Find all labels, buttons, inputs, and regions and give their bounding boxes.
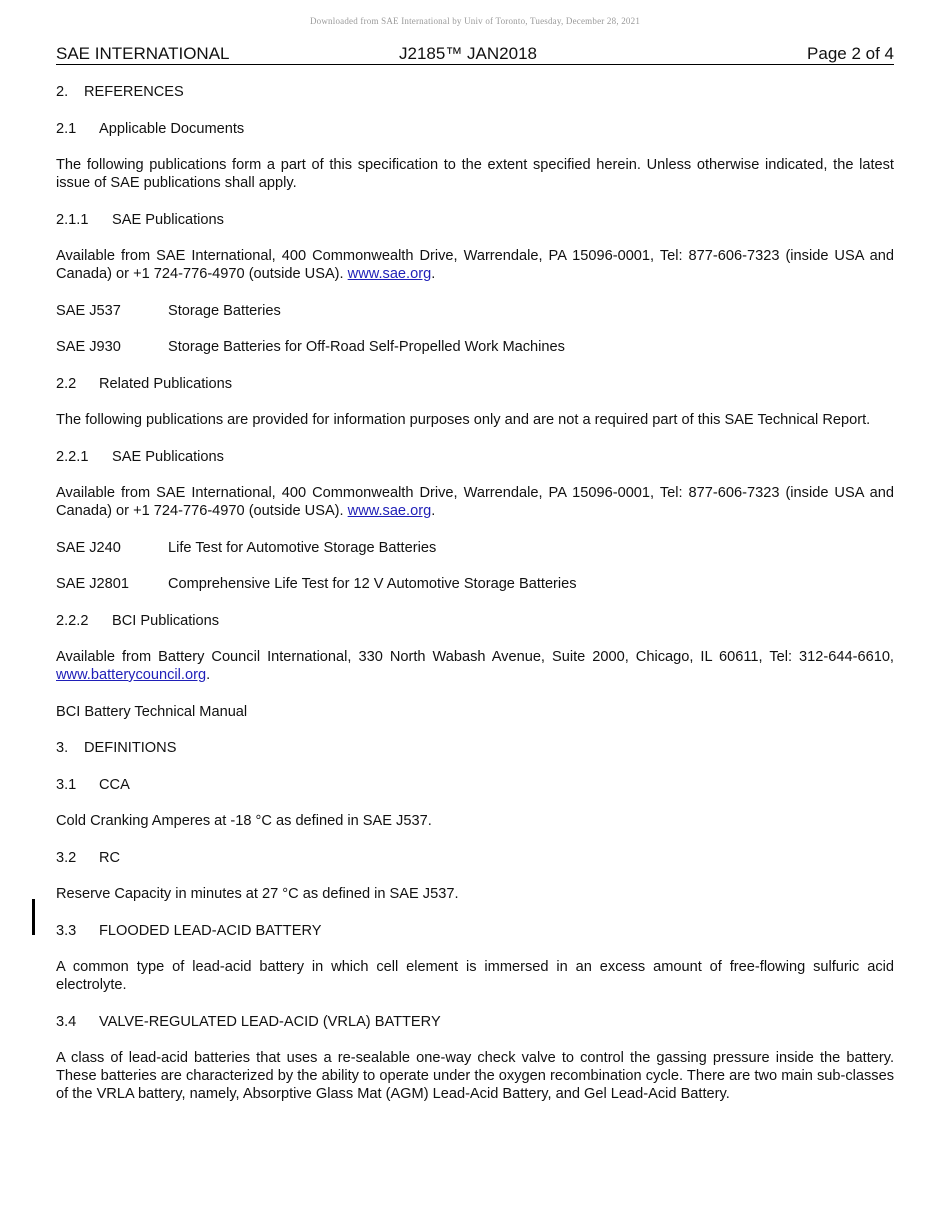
availability-text: Available from Battery Council International, 330 North Wabash Avenue, Suite 2000, Chicago, IL 60611, Tel: 312-644-6610,	[56, 649, 894, 665]
availability-end: .	[431, 503, 436, 519]
section-heading-rc	[56, 849, 894, 867]
header-page-number: Page 2 of 4	[807, 44, 894, 63]
document-body	[56, 83, 894, 1122]
paragraph-applicable-docs: The following publications form a part of this specification to the extent specified herein. Unless otherwise indicated, the latest issue of SAE publications shall apply.	[56, 157, 894, 191]
paragraph-sae-availability-2	[56, 484, 894, 520]
availability-text: Available from SAE International, 400 Commonwealth Drive, Warrendale, PA 15096-0001, Tel: 877-606-7323 (inside USA and Canada) or +1 724-776-4970 (outside USA).	[56, 485, 894, 519]
section-number: 2.2.1	[56, 448, 89, 465]
section-title: RC	[99, 849, 121, 866]
section-title: SAE Publications	[112, 211, 224, 228]
availability-text: Available from SAE International, 400 Commonwealth Drive, Warrendale, PA 15096-0001, Tel: 877-606-7323 (inside USA and Canada) or +1 724-776-4970 (outside USA).	[56, 248, 894, 282]
section-heading-related-publications	[56, 375, 894, 393]
section-title: Related Publications	[99, 375, 233, 392]
section-heading-definitions	[56, 739, 894, 757]
section-number: 3.4	[56, 1013, 77, 1030]
section-number: 2.1.1	[56, 211, 89, 228]
paragraph-bci-availability	[56, 648, 894, 684]
section-title: VALVE-REGULATED LEAD-ACID (VRLA) BATTERY	[99, 1013, 441, 1030]
section-number: 3.1	[56, 776, 77, 793]
reference-item	[56, 539, 894, 557]
revision-change-bar	[32, 899, 35, 935]
section-number: 3.2	[56, 849, 77, 866]
reference-title: Life Test for Automotive Storage Batteries	[168, 539, 437, 556]
header-org: SAE INTERNATIONAL	[56, 44, 230, 63]
section-title: FLOODED LEAD-ACID BATTERY	[99, 922, 322, 939]
section-number: 3.	[56, 740, 69, 756]
section-title: DEFINITIONS	[84, 740, 177, 756]
header-doc-id: J2185™ JAN2018	[399, 44, 537, 63]
paragraph-sae-availability-1	[56, 247, 894, 283]
section-heading-sae-publications-1	[56, 211, 894, 229]
section-title: SAE Publications	[112, 448, 224, 465]
reference-item	[56, 338, 894, 356]
section-title: CCA	[99, 776, 130, 793]
availability-end: .	[206, 667, 211, 683]
section-title: BCI Publications	[112, 612, 220, 629]
reference-title: Storage Batteries for Off-Road Self-Propelled Work Machines	[168, 339, 565, 355]
availability-end: .	[431, 266, 436, 282]
paragraph-flooded-definition: A common type of lead-acid battery in which cell element is immersed in an excess amount of free-flowing sulfuric acid electrolyte.	[56, 959, 894, 993]
bci-manual-title: BCI Battery Technical Manual	[56, 703, 248, 720]
section-number: 3.3	[56, 922, 77, 939]
paragraph-rc-definition: Reserve Capacity in minutes at 27 °C as defined in SAE J537.	[56, 886, 459, 902]
bci-website-link[interactable]: www.batterycouncil.org	[56, 667, 207, 683]
section-heading-vrla-battery	[56, 1013, 894, 1031]
paragraph-related-publications: The following publications are provided for information purposes only and are not a required part of this SAE Technical Report.	[56, 412, 871, 428]
page-header	[56, 44, 894, 65]
section-number: 2.2	[56, 375, 77, 392]
section-title: Applicable Documents	[99, 120, 245, 137]
section-heading-applicable-documents	[56, 120, 894, 138]
sae-website-link[interactable]: www.sae.org	[347, 503, 432, 519]
download-watermark: Downloaded from SAE International by Univ of Toronto, Tuesday, December 28, 2021	[309, 16, 641, 26]
section-title: REFERENCES	[84, 84, 184, 100]
section-number: 2.2.2	[56, 612, 89, 629]
reference-code: SAE J537	[56, 302, 121, 319]
reference-item	[56, 575, 894, 593]
reference-title: Storage Batteries	[168, 302, 281, 319]
paragraph-cca-definition: Cold Cranking Amperes at -18 °C as defined in SAE J537.	[56, 813, 432, 829]
reference-code: SAE J2801	[56, 576, 130, 592]
reference-title: Comprehensive Life Test for 12 V Automotive Storage Batteries	[168, 576, 577, 592]
paragraph-vrla-definition: A class of lead-acid batteries that uses a re-sealable one-way check valve to control the gassing pressure inside the battery. These batteries are characterized by the ability to operate under the oxygen recombination cycle. There are two main sub-classes of the VRLA battery, namely, Absorptive Glass Mat (AGM) Lead-Acid Battery, and Gel Lead-Acid Battery.	[56, 1050, 894, 1102]
section-heading-bci-publications	[56, 612, 894, 630]
reference-code: SAE J240	[56, 539, 121, 556]
section-heading-references	[56, 83, 894, 101]
section-heading-sae-publications-2	[56, 448, 894, 466]
section-number: 2.	[56, 84, 69, 100]
sae-website-link[interactable]: www.sae.org	[347, 266, 432, 282]
reference-item	[56, 302, 894, 320]
section-number: 2.1	[56, 120, 77, 137]
section-heading-flooded-battery	[56, 922, 894, 940]
section-heading-cca	[56, 776, 894, 794]
reference-code: SAE J930	[56, 339, 121, 355]
